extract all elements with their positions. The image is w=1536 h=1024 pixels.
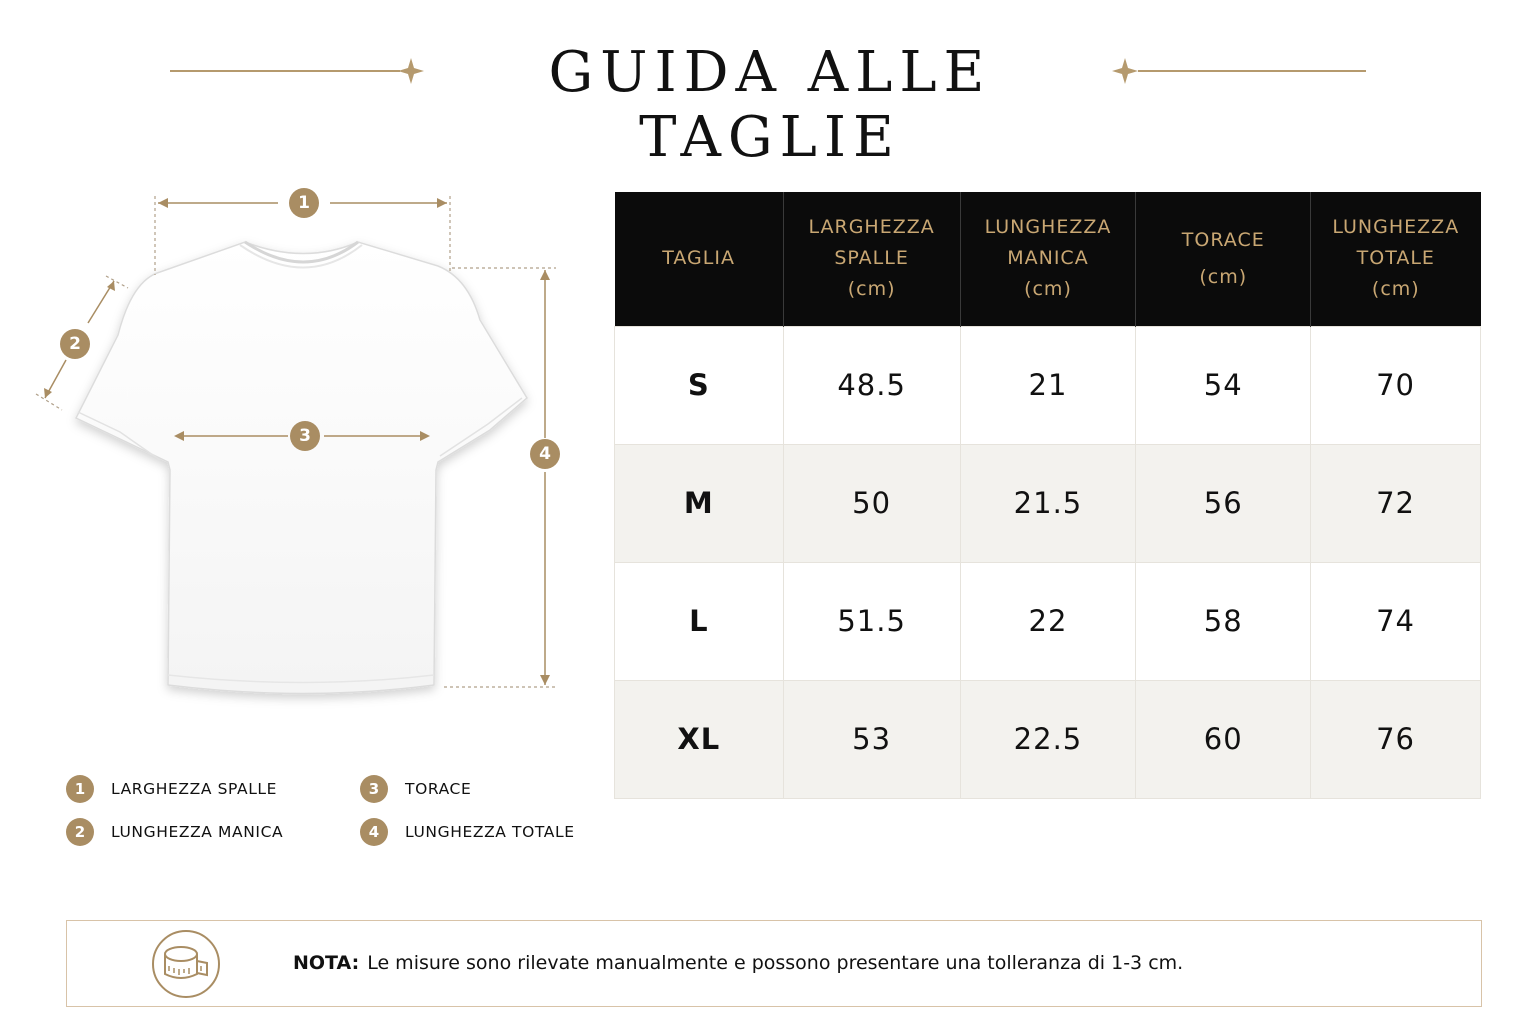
page-title: GUIDA ALLE TAGLIE (548, 40, 992, 170)
header-line: (cm) (1371, 278, 1420, 301)
measurement-legend (66, 774, 626, 864)
table-row (615, 326, 1481, 444)
note-text (293, 952, 1183, 974)
header-line: TORACE (1181, 228, 1265, 251)
header-sleeve (960, 192, 1136, 326)
legend-label: TORACE (405, 780, 472, 798)
table-row (615, 562, 1481, 680)
header-line: (cm) (1024, 278, 1072, 301)
legend-label: LUNGHEZZA TOTALE (405, 823, 575, 841)
legend-label: LUNGHEZZA MANICA (111, 823, 284, 841)
legend-item-chest (360, 774, 471, 804)
header-size (615, 192, 784, 326)
cell-sleeve: 21 (960, 326, 1136, 444)
header-shoulder (783, 192, 960, 326)
measure-badge-chest: 3 (290, 421, 320, 451)
cell-shoulder: 51.5 (783, 562, 960, 680)
cell-size: M (615, 444, 784, 562)
cell-total-length: 76 (1311, 680, 1481, 798)
tshirt-diagram (0, 170, 600, 730)
table-row (615, 680, 1481, 798)
cell-shoulder: 48.5 (783, 326, 960, 444)
cell-size: XL (615, 680, 784, 798)
cell-sleeve: 22 (960, 562, 1136, 680)
cell-total-length: 72 (1311, 444, 1481, 562)
tshirt-shape (76, 242, 527, 694)
legend-badge: 3 (360, 775, 388, 803)
legend-badge: 1 (66, 775, 94, 803)
cell-total-length: 74 (1311, 562, 1481, 680)
measure-badge-length: 4 (530, 439, 560, 469)
size-table (614, 192, 1481, 799)
legend-badge: 2 (66, 818, 94, 846)
header-line: MANICA (1007, 247, 1089, 270)
note-body: Le misure sono rilevate manualmente e possono presentare una tolleranza di 1-3 cm. (367, 952, 1184, 974)
header-line: LUNGHEZZA (984, 216, 1112, 239)
title-divider-right (1138, 70, 1366, 72)
cell-total-length: 70 (1311, 326, 1481, 444)
table-row (615, 444, 1481, 562)
legend-item-sleeve (66, 817, 283, 847)
cell-chest: 56 (1136, 444, 1311, 562)
measuring-tape-icon (151, 929, 221, 999)
cell-sleeve: 21.5 (960, 444, 1136, 562)
header-total-length (1311, 192, 1481, 326)
header-line: (cm) (847, 278, 896, 301)
sparkle-icon (396, 56, 426, 86)
title-divider-left (170, 70, 400, 72)
legend-item-shoulder (66, 774, 277, 804)
title-row (0, 38, 1536, 170)
cell-chest: 60 (1136, 680, 1311, 798)
table-header-row (615, 192, 1481, 326)
header-line: LUNGHEZZA (1332, 216, 1460, 239)
header-line: TOTALE (1356, 247, 1435, 270)
header-line: LARGHEZZA (808, 216, 935, 239)
cell-chest: 58 (1136, 562, 1311, 680)
cell-size: L (615, 562, 784, 680)
header-line: (cm) (1199, 265, 1248, 288)
cell-chest: 54 (1136, 326, 1311, 444)
cell-size: S (615, 326, 784, 444)
legend-item-length (360, 817, 575, 847)
note-label: NOTA: (293, 952, 360, 974)
measure-badge-sleeve: 2 (60, 329, 90, 359)
legend-label: LARGHEZZA SPALLE (111, 780, 278, 798)
header-line: SPALLE (834, 247, 909, 270)
header-chest (1136, 192, 1311, 326)
legend-badge: 4 (360, 818, 388, 846)
note-box (66, 920, 1482, 1007)
cell-sleeve: 22.5 (960, 680, 1136, 798)
measure-badge-shoulder: 1 (289, 188, 319, 218)
header-line: TAGLIA (662, 247, 735, 270)
cell-shoulder: 50 (783, 444, 960, 562)
sparkle-icon (1110, 56, 1140, 86)
cell-shoulder: 53 (783, 680, 960, 798)
